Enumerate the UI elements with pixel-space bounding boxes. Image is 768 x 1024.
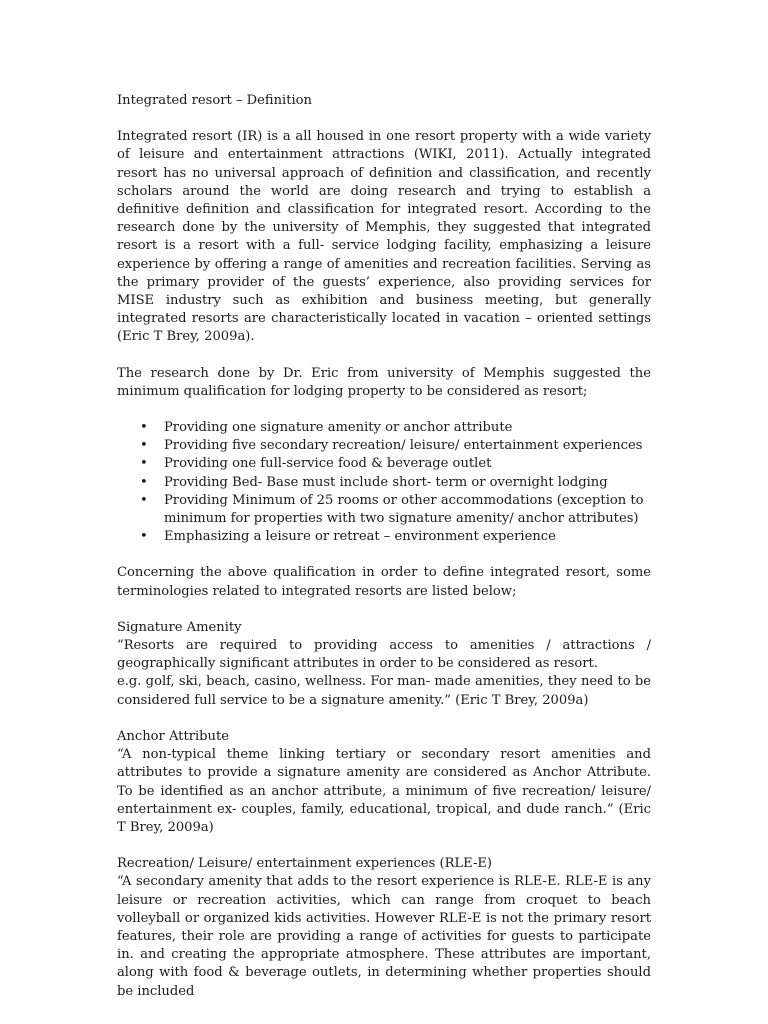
list-item-text: Providing one signature amenity or anchor attribute — [164, 420, 513, 436]
bullet-icon: • — [140, 456, 148, 472]
signature-amenity-section — [117, 619, 651, 710]
list-item-text: Providing Bed- Base must include short- term or overnight lodging — [164, 474, 608, 490]
rle-e-section — [117, 855, 651, 1001]
section-text: “A non-typical theme linking tertiary or secondary resort amenities and attributes to provide a signature amenity are considered as Anchor Attribute. To be identified as an anchor attribute, a minimum of five recreation/ leisure/ entertainment ex- couples, family, educational, tropical, and dude ranch.” (Eric T Brey, 2009a) — [117, 747, 651, 835]
bullet-icon: • — [140, 529, 148, 545]
list-item — [117, 528, 651, 546]
list-item-text: Providing one full-service food & beverage outlet — [164, 456, 492, 472]
section-text: “Resorts are required to providing access to amenities / attractions / geographically significant attributes in order to be considered as resort. e.g. golf, ski, beach, casino, wellness. For man- made amenities, they need to be considered full service to be a signature amenity.” (Eric T Brey, 2009a) — [117, 638, 651, 708]
bullet-icon: • — [140, 420, 148, 436]
document-title: Integrated resort – Definition — [117, 93, 312, 108]
document-page — [117, 92, 651, 1019]
bullet-icon: • — [140, 492, 148, 508]
list-item — [117, 492, 651, 528]
qualification-intro-paragraph: The research done by Dr. Eric from university of Memphis suggested the minimum qualification for lodging property to be considered as resort; — [117, 365, 651, 399]
section-heading: Anchor Attribute — [117, 728, 229, 744]
list-item-text: Providing five secondary recreation/ leisure/ entertainment experiences — [164, 438, 643, 454]
section-heading: Recreation/ Leisure/ entertainment experiences (RLE-E) — [117, 856, 493, 872]
anchor-attribute-section — [117, 728, 651, 837]
list-item — [117, 474, 651, 492]
bullet-icon: • — [140, 474, 148, 490]
list-item — [117, 455, 651, 473]
list-item-text: Emphasizing a leisure or retreat – environment experience — [164, 529, 556, 545]
bullet-icon: • — [140, 438, 148, 454]
list-item — [117, 419, 651, 437]
intro-paragraph: Integrated resort (IR) is a all housed in one resort property with a wide variety of leisure and entertainment attractions (WIKI, 2011). Actually integrated resort has no universal approach of definition and classification, and recently scholars around the world are doing research and trying to establish a definitive definition and classification for integrated resort. According to the research done by the university of Memphis, they suggested that integrated resort is a resort with a full- service lodging facility, emphasizing a leisure experience by offering a range of amenities and recreation facilities. Serving as the primary provider of the guests’ experience, also providing services for MISE industry such as exhibition and business meeting, but generally integrated resorts are characteristically located in vacation – oriented settings (Eric T Brey, 2009a). — [117, 129, 651, 345]
section-heading: Signature Amenity — [117, 619, 242, 635]
list-item-text: Providing Minimum of 25 rooms or other accommodations (exception to minimum for properties with two signature amenity/ anchor attributes) — [164, 492, 644, 527]
terminology-intro-paragraph: Concerning the above qualification in order to define integrated resort, some terminologies related to integrated resorts are listed below; — [117, 565, 651, 599]
qualification-list — [117, 419, 651, 546]
section-text: “A secondary amenity that adds to the resort experience is RLE-E. RLE-E is any leisure or recreation activities, which can range from croquet to beach volleyball or organized kids activities. However RLE-E is not the primary resort features, their role are providing a range of activities for guests to participate in. and creating the appropriate atmosphere. These attributes are important, along with food & beverage outlets, in determining whether properties should be included — [117, 874, 651, 999]
list-item — [117, 437, 651, 455]
